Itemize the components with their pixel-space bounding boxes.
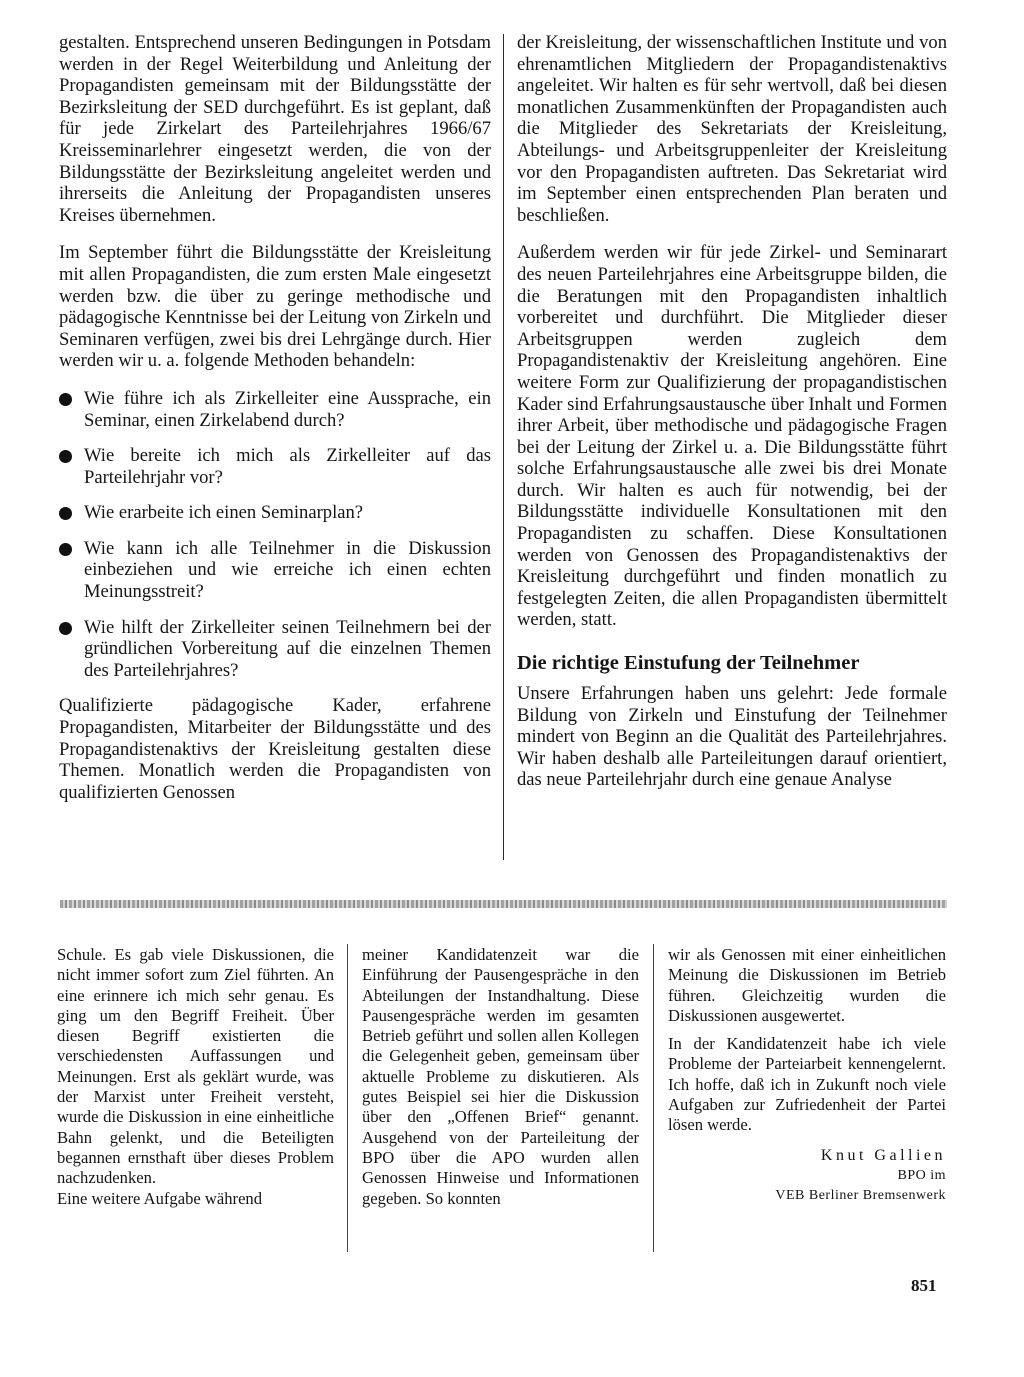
bullet-icon <box>59 450 72 463</box>
author-signature: Knut Gallien <box>820 1146 946 1164</box>
article-column-right <box>517 32 947 807</box>
paragraph: Schule. Es gab viele Diskussionen, die nicht immer sofort zum Ziel führten. An eine erinnere ich mich sehr genau. Es ging um den Begriff Freiheit. Über diesen Begriff existierten die verschiedensten Auffassungen und Meinungen. Erst als geklärt wurde, was der Marxist unter Freiheit versteht, wurde die Diskussion in eine einheitliche Bahn gelenkt, und die Beteiligten begannen ernsthaft über dieses Problem nachzudenken. <box>57 945 334 1188</box>
list-item: Wie führe ich als Zirkelleiter eine Aussprache, ein Seminar, einen Zirkelabend durch? <box>59 388 491 431</box>
author-organization: BPO im <box>897 1167 946 1183</box>
section-heading: Die richtige Einstufung der Teilnehmer <box>517 652 860 675</box>
column-divider <box>653 944 654 1252</box>
bullet-icon <box>59 543 72 556</box>
separator-rule <box>60 900 947 908</box>
list-item: Wie kann ich alle Teilnehmer in die Diskussion einbeziehen und wie erreiche ich einen echten Meinungsstreit? <box>59 538 491 603</box>
paragraph: wir als Genossen mit einer einheitlichen Meinung die Diskussionen im Betrieb führen. Gleichzeitig wurden die Diskussionen ausgewertet. <box>668 945 946 1025</box>
bullet-icon <box>59 507 72 520</box>
paragraph: Unsere Erfahrungen haben uns gelehrt: Jede formale Bildung von Zirkeln und Einstufung der Teilnehmer mindert von Beginn an die Qualität des Parteilehrjahres. Wir haben deshalb alle Parteileitungen darauf orientiert, das neue Parteilehrjahr durch eine genaue Analyse <box>517 683 947 791</box>
paragraph: meiner Kandidatenzeit war die Einführung der Pausengespräche in den Abteilungen der Instandhaltung. Diese Pausengespräche werden im gesamten Betrieb geführt und sollen allen Kollegen die Gelegenheit geben, gemeinsam über aktuelle Probleme zu diskutieren. Als gutes Beispiel sei hier die Diskussion über den „Offenen Brief“ genannt. Ausgehend von der Parteileitung der BPO über die APO wurden allen Genossen Hinweise und Informationen gegeben. So konnten <box>362 945 639 1208</box>
bullet-icon <box>59 393 72 406</box>
article-column-left <box>59 32 491 819</box>
paragraph: der Kreisleitung, der wissenschaftlichen Institute und von ehrenamtlichen Mitgliedern der Propagandistenaktivs angeleitet. Wir halten es für sehr wertvoll, daß bei diesen monatlichen Zusammenkünften der Propagandisten auch die Mitglieder des Sekretariats der Kreisleitung, Abteilungs- und Arbeitsgruppenleiter der Kreisleitung vor den Propagandisten auftreten. Das Sekretariat wird im September einen entsprechenden Plan beraten und beschließen. <box>517 32 947 226</box>
bottom-column-2 <box>362 945 639 1209</box>
bullet-icon <box>59 622 72 635</box>
paragraph: Qualifizierte pädagogische Kader, erfahrene Propagandisten, Mitarbeiter der Bildungsstätte und des Propagandistenaktivs der Kreisleitung gestalten diese Themen. Monatlich werden die Propagandisten von qualifizierten Genossen <box>59 695 491 803</box>
paragraph: Im September führt die Bildungsstätte der Kreisleitung mit allen Propagandisten, die zum ersten Male eingesetzt werden bzw. die über zu geringe methodische und pädagogische Kenntnisse bei der Leitung von Zirkeln und Seminaren verfügen, zwei bis drei Lehrgänge durch. Hier werden wir u. a. folgende Methoden behandeln: <box>59 242 491 372</box>
author-organization: VEB Berliner Bremsenwerk <box>775 1187 946 1203</box>
paragraph: Außerdem werden wir für jede Zirkel- und Seminarart des neuen Parteilehrjahres eine Arbeitsgruppe bilden, die die Beratungen mit den Propagandisten inhaltlich vorbereitet und durchführt. Die Mitglieder dieser Arbeitsgruppen werden zugleich dem Propagandistenaktiv der Kreisleitung angehören. Eine weitere Form zur Qualifizierung der propagandistischen Kader sind Erfahrungsaustausche über Inhalt und Formen ihrer Arbeit, über methodische und pädagogische Fragen bei der Leitung der Zirkel u. a. Die Bildungsstätte führt solche Erfahrungsaustausche alle zwei bis drei Monate durch. Wir halten es auch für notwendig, bei der Bildungsstätte individuelle Konsultationen mit den Propagandisten zu schaffen. Diese Konsultationen werden von Genossen des Propagandistenaktivs der Kreisleitung durchgeführt und finden monatlich zu festgelegten Zeiten, die allen Propagandisten übermittelt werden, statt. <box>517 242 947 631</box>
page-number: 851 <box>911 1276 937 1295</box>
paragraph: Eine weitere Aufgabe während <box>57 1188 263 1208</box>
list-item: Wie erarbeite ich einen Seminarplan? <box>59 502 491 524</box>
column-divider <box>503 34 504 860</box>
list-item: Wie bereite ich mich als Zirkelleiter auf das Parteilehrjahr vor? <box>59 445 491 488</box>
paragraph: gestalten. Entsprechend unseren Bedingungen in Potsdam werden in der Regel Weiterbildung und Anleitung der Propagandisten gemeinsam mit der Bildungsstätte der Bezirksleitung der SED durchgeführt. Es ist geplant, daß für jede Zirkelart des Parteilehrjahres 1966/67 Kreisseminarlehrer eingesetzt werden, die von der Bildungsstätte der Bezirksleitung angeleitet werden und ihrerseits die Anleitung der Propagandisten unseres Kreises übernehmen. <box>59 32 491 226</box>
bullet-list <box>59 388 491 682</box>
column-divider <box>347 944 348 1252</box>
bottom-column-3 <box>668 945 946 1206</box>
paragraph: In der Kandidatenzeit habe ich viele Probleme der Parteiarbeit kennengelernt. Ich hoffe, daß ich in Zukunft noch viele Aufgaben zur Zufriedenheit der Partei lösen werde. <box>668 1034 946 1135</box>
bottom-column-1 <box>57 945 334 1209</box>
list-item: Wie hilft der Zirkelleiter seinen Teilnehmern bei der gründlichen Vorbereitung auf die einzelnen Themen des Parteilehrjahres? <box>59 617 491 682</box>
